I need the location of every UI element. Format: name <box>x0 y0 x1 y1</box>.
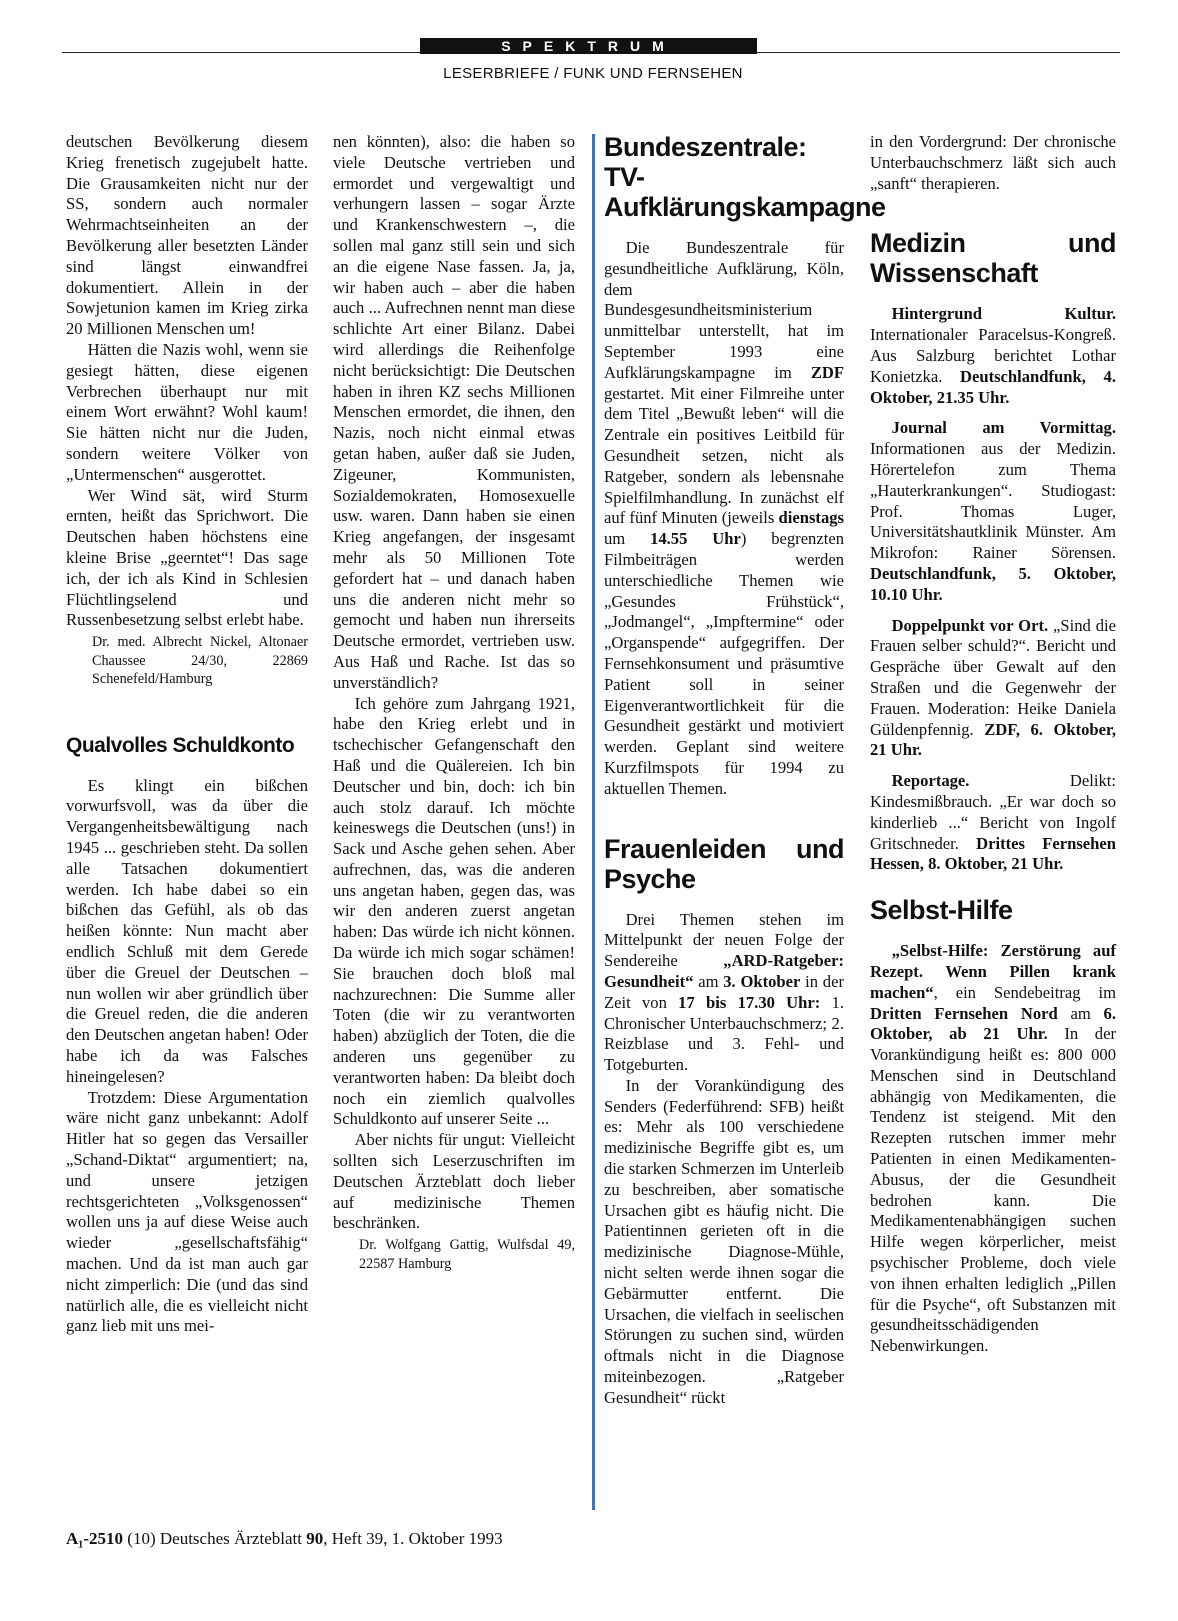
letter-paragraph: nen könnten), also: die haben so viele Deutsche vertrieben und ermordet und vergewaltigt und verhungern lassen – sogar Ärzte und Krankenschwestern –, die sollen mal ganz still sein und sich an die eigene Nase fassen. Ja, ja, wir haben auch – aber die haben auch ... Aufrechnen nennt man diese schlichte Art einer Bilanz. Dabei wird allerdings die Reihenfolge nicht berücksichtigt: Die Deutschen haben in ihren KZ sechs Millionen Menschen ermordet, die ihnen, den Nazis, noch nicht einmal etwas getan haben, außer daß sie Juden, Zigeuner, Kommunisten, Sozialdemokraten, Homosexuelle usw. waren. Dann haben sie einen Krieg angefangen, der insgesamt mehr als 50 Millionen Tote gefordert hat – und danach haben uns die anderen nicht mehr so gemocht und haben nun ihrerseits Deutsche ermordet, vertrieben usw. Aus Haß und Rache. Ist das so unverständlich? <box>333 132 575 692</box>
program-entry: Doppelpunkt vor Ort. „Sind die Frauen selber schuld?“. Bericht und Gespräche über Gewalt auf den Straßen und die Gegenwehr der Frauen. Moderation: Heike Daniela Güldenpfennig. ZDF, 6. Oktober, 21 Uhr. <box>870 615 1116 760</box>
article-heading: Frauenleiden und Psyche <box>604 833 844 894</box>
article-paragraph: Drei Themen stehen im Mittelpunkt der neuen Folge der Sendereihe „ARD-Ratgeber: Gesundheit“ am 3. Oktober in der Zeit von 17 bis 17.30 Uhr: 1. Chronischer Unterbauchschmerz; 2. Reizblase und 3. Fehl- und Totgeburten. <box>604 909 845 1075</box>
section-subtitle: LESERBRIEFE / FUNK UND FERNSEHEN <box>443 65 743 82</box>
page-code: A₁-2510 <box>66 1529 124 1548</box>
letter-paragraph: Wer Wind sät, wird Sturm ernten, heißt das Sprichwort. Die Deutschen haben höchstens eine kleine Brise „geerntet“! Das sage ich, der ich als Kind in Schlesien Flüchtlingselend und Russenbesetzung selbst erlebt habe. <box>66 485 308 630</box>
letter-paragraph: Es klingt ein bißchen vorwurfsvoll, was da über die Vergangenheitsbewältigung nach 1945 ... geschrieben steht. Da sollen alle Tatsachen dokumentiert werden. Ich habe dabei so ein bißchen das Gefühl, als ob das heißen könnte: Nun macht aber endlich Schluß mit dem Gerede über die Greuel der Deutschen – nun wollen wir aber gründlich über die Greuel reden, die die anderen den Deutschen angetan haben! Oder habe ich da was Falsches hineingelesen? <box>66 775 308 1086</box>
column-4 <box>870 132 1116 1357</box>
article-paragraph: „Selbst-Hilfe: Zerstörung auf Rezept. Wenn Pillen krank machen“, ein Sendebeitrag im Dritten Fernsehen Nord am 6. Oktober, ab 21 Uhr. In der Vorankündigung heißt es: 800 000 Menschen sind in Deutschland abhängig von Medikamenten, die Tendenz ist steigend. Mit den Rezepten rutschen immer mehr Patienten in einen Medikamenten-Abusus, der die Gesundheit bedrohen kann. Die Medikamentenabhängigen suchen Hilfe wegen körperlicher, meist psychischer Probleme, doch viele von ihnen erhalten lediglich „Pillen für die Psyche“, oft Substanzen mit gesundheitsschädigenden Nebenwirkungen. <box>870 941 1116 1356</box>
page-footer: A₁-2510 (10) Deutsches Ärzteblatt 90, Heft 39, 1. Oktober 1993 <box>66 1529 503 1548</box>
volume-number: 90 <box>306 1529 324 1548</box>
letter-paragraph: deutschen Bevölkerung diesem Krieg frenetisch zugejubelt hatte. Die Grausamkeiten nicht nur der SS, sondern auch normaler Wehrmachtseinheiten an der Bevölkerung aller besetzten Länder sind längst einwandfrei dokumentiert. Allein in der Sowjetunion kamen im Krieg zirka 20 Millionen Menschen um! <box>66 132 308 339</box>
article-heading: Selbst-Hilfe <box>870 895 1013 926</box>
article-paragraph: in den Vordergrund: Der chronische Unterbauchschmerz läßt sich auch „sanft“ therapieren. <box>870 132 1116 193</box>
article-paragraph: In der Vorankündigung des Senders (Federführend: SFB) heißt es: Mehr als 100 verschiedene medizinische Begriffe gibt es, um die starken Schmerzen im Unterleib zu beschreiben, aber somatische Ursachen gibt es häufig nicht. Die Patientinnen gerieten oft in die medizinische Diagnose-Mühle, nicht selten werde ihnen sogar die Gebärmutter entfernt. Die Ursachen, die vielfach in seelischen Störungen zu suchen sind, würden oftmals nicht in die Diagnose miteinbezogen. „Ratgeber Gesundheit“ rückt <box>604 1075 844 1407</box>
letter-paragraph: Aber nichts für ungut: Vielleicht sollten sich Leserzuschriften im Deutschen Ärzteblatt doch lieber auf medizinische Themen beschränken. <box>333 1130 575 1233</box>
column-1 <box>66 132 308 1337</box>
article-heading: Medizin und Wissenschaft <box>870 228 1116 289</box>
program-entry: Reportage. Delikt: Kindesmißbrauch. „Er war doch so kinderlieb ...“ Bericht von Ingolf Gritschneder. Drittes Fernsehen Hessen, 8. Oktober, 21 Uhr. <box>870 771 1116 874</box>
program-entry: Journal am Vormittag. Informationen aus der Medizin. Hörertelefon zum Thema „Hauterkrankungen“. Studiogast: Prof. Thomas Luger, Universitätshautklinik Münster. Am Mikrofon: Rainer Sörensen. Deutschlandfunk, 5. Oktober, 10.10 Uhr. <box>870 418 1116 604</box>
column-2 <box>333 132 575 1273</box>
section-banner: SPEKTRUM <box>420 38 757 54</box>
letter-paragraph: Hätten die Nazis wohl, wenn sie gesiegt hätten, diese eigenen Verbrechen überhaupt nur mit einem Wort erwähnt? Wohl kaum! Sie hätten nicht nur die Juden, sondern weitere Völker von „Untermenschen“ ausgerottet. <box>66 339 308 484</box>
letter-signature: Dr. med. Albrecht Nickel, Altonaer Chaussee 24/30, 22869 Schenefeld/Hamburg <box>92 634 308 688</box>
letter-signature: Dr. Wolfgang Gattig, Wulfsdal 49, 22587 Hamburg <box>359 1237 575 1272</box>
letter-paragraph: Ich gehöre zum Jahrgang 1921, habe den Krieg erlebt und in tschechischer Gefangenschaft den Haß und die Quälereien. Ich bin Deutscher und bin, doch: ich bin auch stolz darauf. Ich möchte keineswegs die Deutschen (uns!) in Sack und Asche gehen sehen. Aber aufrechnen, das, was die anderen uns angetan haben, gegen das, was wir den anderen zuerst angetan haben: Das würde ich nicht können. Da würde ich mich sogar schämen! Sie brauchen doch bloß mal nachzurechnen: Die Summe aller Toten (die wir zu verantworten haben) abzüglich der Toten, die die anderen uns gegenüber zu verantworten haben: Da bleibt doch noch ein ziemlich qualvolles Schuldkonto auf unserer Seite ... <box>333 693 575 1129</box>
article-heading: Bundeszentrale: TV-Aufklärungskampagne <box>604 132 886 222</box>
program-entry: Hintergrund Kultur. Internationaler Paracelsus-Kongreß. Aus Salzburg berichtet Lothar Konietzka. Deutschlandfunk, 4. Oktober, 21.35 Uhr. <box>870 304 1116 407</box>
article-paragraph: Die Bundeszentrale für gesundheitliche Aufklärung, Köln, dem Bundesgesundheitsministerium unmittelbar unterstellt, hat im September 1993 eine Aufklärungskampagne im ZDF gestartet. Mit einer Filmreihe unter dem Titel „Bewußt leben“ will die Zentrale ein positives Leitbild für Gesundheit setzen, nicht als Ratgeber, sondern als lebensnahe Spielfilmhandlung. In zunächst elf auf fünf Minuten (jeweils dienstags um 14.55 Uhr) begrenzten Filmbeiträgen werden unterschiedliche Themen wie „Gesundes Frühstück“, „Jodmangel“, „Impftermine“ oder „Organspende“ aufgegriffen. Der Fernsehkonsument und präsumtive Patient soll in seiner Eigenverantwortlichkeit für die Gesundheit gestärkt und motiviert werden. Geplant sind weitere Kurzfilmspots für 1994 zu aktuellen Themen. <box>604 238 844 798</box>
column-3 <box>604 132 886 1409</box>
letter-heading: Qualvolles Schuldkonto <box>66 733 295 757</box>
letter-paragraph: Trotzdem: Diese Argumentation wäre nicht ganz unbekannt: Adolf Hitler hat so gegen das Versailler „Schand-Diktat“ argumentiert; na, und unsere jetzigen rechtsgerichteten „Volksgenossen“ wollen uns ja auf diese Weise auch wieder „gesellschaftsfähig“ machen. Und da ist man auch gar nicht zimperlich: Die (und das sind natürlich alle, die es vielleicht nicht ganz lieb mit uns mei- <box>66 1087 308 1336</box>
column-divider <box>592 134 595 1510</box>
